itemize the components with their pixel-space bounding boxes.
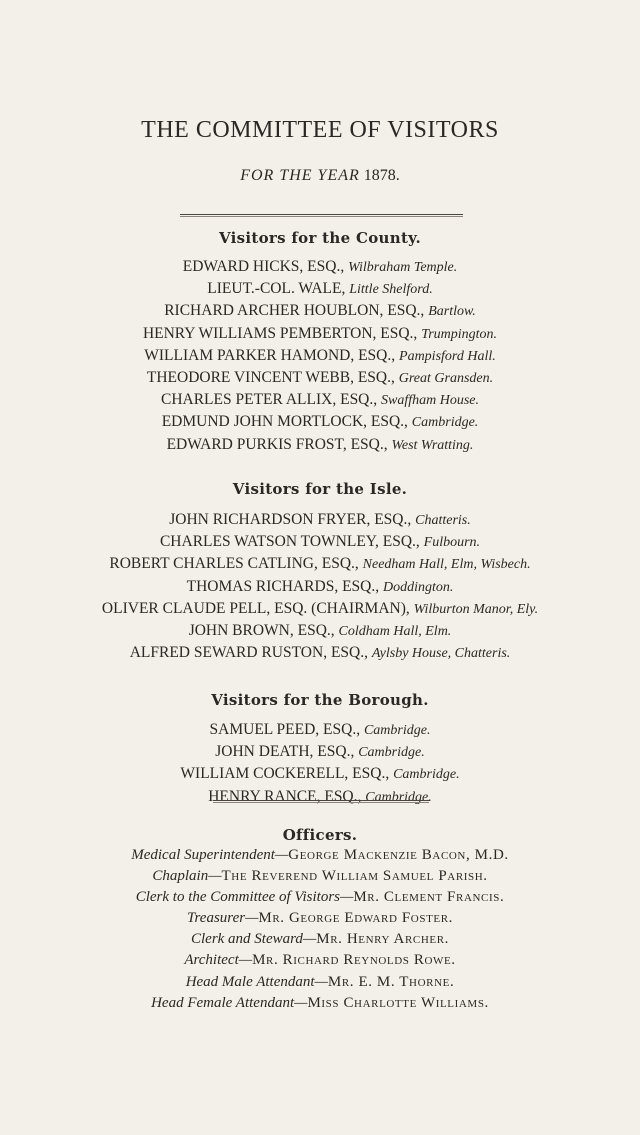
- visitor-name: RICHARD ARCHER HOUBLON, ESQ.,: [164, 302, 425, 320]
- officer-holder: Mr. E. M. Thorne.: [327, 973, 455, 990]
- list-item: [0, 300, 640, 322]
- subtitle-year: 1878.: [363, 167, 400, 184]
- visitor-name: OLIVER CLAUDE PELL, ESQ. (CHAIRMAN),: [101, 599, 410, 617]
- list-item: [0, 719, 640, 741]
- borough-visitors-list: [0, 719, 640, 808]
- visitor-place: Cambridge.: [411, 415, 479, 431]
- list-item: [0, 553, 640, 575]
- list-item: [0, 993, 640, 1014]
- visitor-name: THEODORE VINCENT WEBB, ESQ.,: [146, 369, 395, 387]
- visitor-name: EDMUND JOHN MORTLOCK, ESQ.,: [161, 413, 408, 431]
- borough-section-heading: Visitors for the Borough.: [211, 691, 429, 709]
- county-section-heading: Visitors for the County.: [218, 229, 421, 247]
- officer-holder: Mr. Clement Francis.: [353, 889, 505, 906]
- list-item: [0, 620, 640, 642]
- visitor-place: Great Gransden.: [398, 371, 494, 387]
- visitor-name: ROBERT CHARLES CATLING, ESQ.,: [109, 555, 359, 573]
- list-item: [0, 972, 640, 993]
- visitor-place: Bartlow.: [428, 304, 476, 320]
- visitor-place: West Wratting.: [391, 437, 474, 453]
- officer-holder: Mr. Henry Archer.: [316, 931, 449, 948]
- visitor-name: EDWARD PURKIS FROST, ESQ.,: [166, 435, 388, 453]
- list-item: [0, 908, 640, 929]
- list-item: [0, 576, 640, 598]
- page-title: THE COMMITTEE OF VISITORS: [141, 117, 499, 143]
- visitor-place: Doddington.: [382, 579, 454, 595]
- visitor-name: EDWARD HICKS, ESQ.,: [182, 258, 345, 275]
- officers-section-heading: Officers.: [282, 826, 358, 844]
- visitor-place: Cambridge.: [365, 789, 432, 805]
- visitor-name: JOHN RICHARDSON FRYER, ESQ.,: [169, 511, 412, 528]
- top-divider: [180, 214, 463, 217]
- visitor-name: LIEUT.-COL. WALE,: [207, 280, 346, 298]
- visitor-name: THOMAS RICHARDS, ESQ.,: [186, 577, 380, 595]
- visitor-place: Needham Hall, Elm, Wisbech.: [362, 557, 531, 573]
- visitor-place: Little Shelford.: [349, 282, 433, 298]
- list-item: [0, 434, 640, 456]
- list-item: [0, 786, 640, 808]
- visitor-place: Chatteris.: [415, 513, 471, 528]
- officer-holder: Mr. George Edward Foster.: [258, 910, 453, 927]
- officer-role: Architect—: [184, 952, 253, 969]
- list-item: [0, 367, 640, 389]
- officer-role: Clerk and Steward—: [190, 931, 317, 948]
- list-item: [0, 887, 640, 908]
- list-item: [0, 411, 640, 433]
- visitor-place: Wilbraham Temple.: [348, 260, 458, 275]
- list-item: [0, 389, 640, 411]
- isle-section-heading: Visitors for the Isle.: [232, 480, 408, 498]
- list-item: [0, 509, 640, 531]
- list-item: [0, 345, 640, 367]
- visitor-place: Cambridge.: [358, 745, 425, 761]
- visitor-place: Cambridge.: [393, 767, 460, 783]
- visitor-name: JOHN BROWN, ESQ.,: [188, 622, 335, 640]
- visitor-place: Cambridge.: [363, 723, 431, 738]
- visitor-place: Aylsby House, Chatteris.: [371, 646, 511, 662]
- page-subtitle: [0, 167, 640, 185]
- officer-holder: Miss Charlotte Williams.: [307, 994, 489, 1011]
- isle-visitors-list: [0, 509, 640, 664]
- list-item: [0, 256, 640, 278]
- visitor-name: HENRY RANCE, ESQ.,: [208, 787, 362, 805]
- officer-role: Treasurer—: [187, 910, 259, 927]
- list-item: [0, 763, 640, 785]
- visitor-place: Trumpington.: [421, 326, 498, 342]
- list-item: [0, 741, 640, 763]
- officer-holder: Mr. Richard Reynolds Rowe.: [252, 952, 456, 969]
- list-item: [0, 531, 640, 553]
- officer-holder: The Reverend William Samuel Parish.: [221, 868, 488, 885]
- officer-holder: George Mackenzie Bacon, M.D.: [288, 847, 509, 863]
- list-item: [0, 278, 640, 300]
- county-visitors-list: [0, 256, 640, 456]
- visitor-name: WILLIAM PARKER HAMOND, ESQ.,: [144, 346, 396, 364]
- officer-role: Head Male Attendant—: [185, 973, 328, 990]
- list-item: [0, 845, 640, 866]
- list-item: [0, 323, 640, 345]
- officer-role: Chaplain—: [152, 868, 222, 885]
- officer-role: Head Female Attendant—: [151, 994, 308, 1011]
- visitor-name: WILLIAM COCKERELL, ESQ.,: [180, 765, 390, 783]
- visitor-place: Coldham Hall, Elm.: [338, 624, 452, 640]
- visitor-place: Swaffham House.: [381, 393, 480, 409]
- list-item: [0, 929, 640, 950]
- officers-list: [0, 845, 640, 1014]
- visitor-place: Wilburton Manor, Ely.: [413, 601, 539, 617]
- middle-divider: [213, 800, 429, 803]
- visitor-name: SAMUEL PEED, ESQ.,: [209, 721, 361, 738]
- subtitle-text: FOR THE YEAR: [240, 167, 360, 184]
- visitor-name: HENRY WILLIAMS PEMBERTON, ESQ.,: [142, 324, 418, 342]
- visitor-name: JOHN DEATH, ESQ.,: [215, 743, 355, 761]
- officer-role: Medical Superintendent—: [131, 847, 289, 863]
- list-item: [0, 950, 640, 971]
- visitor-name: CHARLES PETER ALLIX, ESQ.,: [160, 391, 378, 409]
- list-item: [0, 598, 640, 620]
- visitor-name: ALFRED SEWARD RUSTON, ESQ.,: [129, 644, 368, 662]
- list-item: [0, 866, 640, 887]
- visitor-place: Fulbourn.: [423, 535, 481, 551]
- list-item: [0, 642, 640, 664]
- officer-role: Clerk to the Committee of Visitors—: [135, 889, 354, 906]
- visitor-name: CHARLES WATSON TOWNLEY, ESQ.,: [159, 533, 420, 551]
- visitor-place: Pampisford Hall.: [399, 348, 496, 364]
